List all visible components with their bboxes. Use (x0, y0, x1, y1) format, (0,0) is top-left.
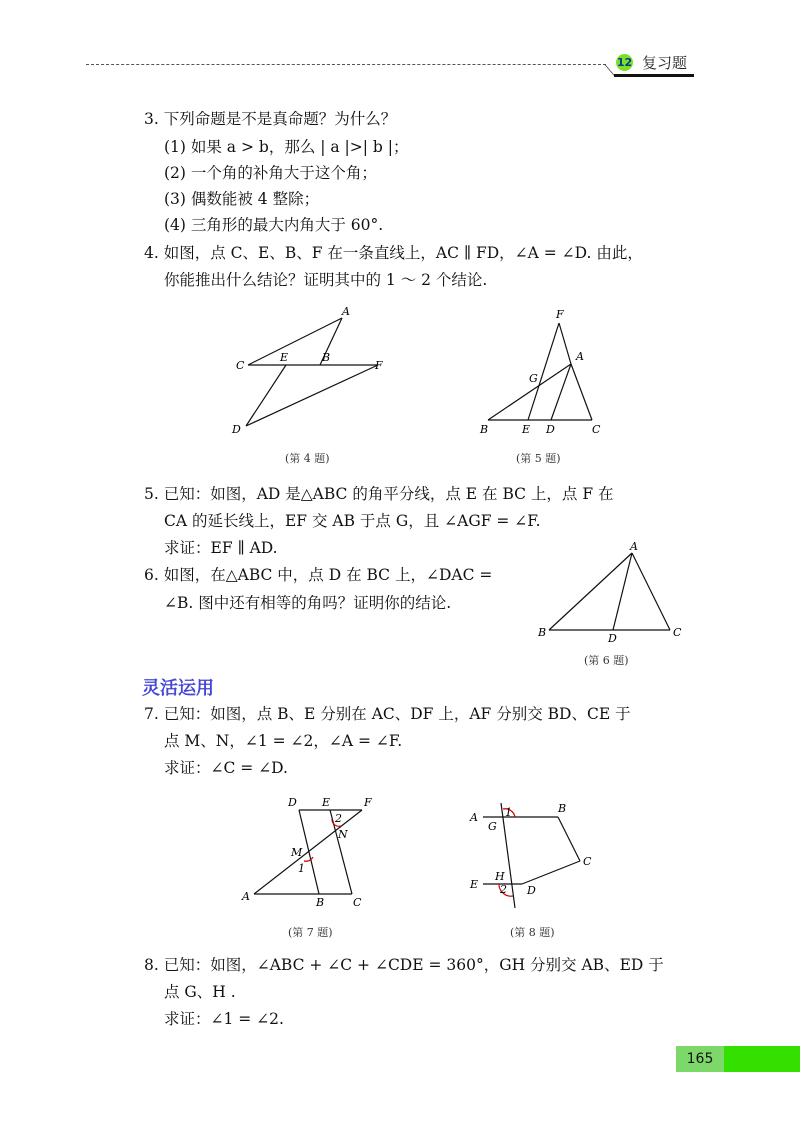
problem-5-line-3: 求证：EF ∥ AD. (164, 539, 278, 557)
fig5-label-D: D (546, 423, 555, 436)
problem-3-item-4: (4) 三角形的最大内角大于 60°. (164, 216, 384, 234)
problem-3-item-1: (1) 如果 a > b，那么 | a |>| b |； (164, 138, 409, 156)
problem-3-item-3: (3) 偶数能被 4 整除； (164, 190, 320, 208)
fig7-label-two: 2 (335, 812, 342, 825)
fig6-label-B: B (538, 626, 547, 639)
fig7-label-M: M (291, 846, 303, 859)
fig4-label-A: A (342, 305, 350, 318)
fig5-label-E: E (522, 423, 531, 436)
fig8-caption: (第 8 题) (510, 926, 555, 939)
page-number-bar (724, 1046, 800, 1072)
problem-4-line-2: 你能推出什么结论？证明其中的 1 ～ 2 个结论. (164, 271, 488, 289)
fig8-label-two: 2 (500, 883, 507, 896)
page-number: 165 (686, 1051, 714, 1067)
fig4-label-C: C (236, 359, 245, 372)
fig8-label-C: C (583, 855, 592, 868)
fig8-label-H: H (495, 870, 505, 883)
fig7-label-B: B (316, 896, 325, 909)
fig5-label-C: C (592, 423, 601, 436)
fig4-label-F: F (375, 359, 383, 372)
section-title: 灵活运用 (142, 678, 214, 699)
fig4-caption: (第 4 题) (285, 452, 330, 465)
problem-3-stem: 3. 下列命题是不是真命题？为什么？ (144, 110, 397, 128)
problem-3-item-2: (2) 一个角的补角大于这个角； (164, 164, 377, 182)
fig8-label-one: 1 (505, 806, 512, 819)
fig8-segment-BC (558, 817, 580, 861)
fig7-label-C: C (353, 896, 362, 909)
problem-4-line-1: 4. 如图，点 C、E、B、F 在一条直线上，AC ∥ FD，∠A = ∠D. 由此， (144, 244, 643, 262)
fig7-label-F: F (364, 796, 372, 809)
fig5-caption: (第 5 题) (516, 452, 561, 465)
fig8-label-B: B (558, 802, 567, 815)
fig7-label-E: E (322, 796, 331, 809)
chapter-title: 复习题 (642, 54, 688, 72)
fig8-label-E: E (470, 878, 479, 891)
fig6-label-C: C (673, 626, 682, 639)
problem-7-line-3: 求证：∠C = ∠D. (164, 759, 288, 777)
problem-5-line-2: CA 的延长线上，EF 交 AB 于点 G，且 ∠AGF = ∠F. (164, 512, 541, 530)
problem-6-line-2: ∠B. 图中还有相等的角吗？证明你的结论. (164, 594, 452, 612)
fig7-label-one: 1 (298, 862, 305, 875)
fig5-label-A: A (576, 350, 584, 363)
problem-5-line-1: 5. 已知：如图，AD 是△ABC 的角平分线，点 E 在 BC 上，点 F 在 (144, 485, 614, 503)
fig8-label-D: D (527, 884, 536, 897)
fig8-label-G: G (488, 820, 497, 833)
chapter-number-badge: 12 (616, 56, 633, 69)
fig5-label-G: G (529, 372, 538, 385)
fig7-caption: (第 7 题) (288, 926, 333, 939)
fig6-label-D: D (608, 632, 617, 645)
problem-6-line-1: 6. 如图，在△ABC 中，点 D 在 BC 上，∠DAC = (144, 566, 493, 584)
fig5-label-B: B (480, 423, 489, 436)
problem-8-line-3: 求证：∠1 = ∠2. (164, 1010, 284, 1028)
problem-7-line-2: 点 M、N，∠1 = ∠2，∠A = ∠F. (164, 732, 403, 750)
fig4-label-E: E (280, 351, 289, 364)
fig8-label-A: A (470, 811, 478, 824)
problem-8-line-2: 点 G、H . (164, 983, 236, 1001)
problem-7-line-1: 7. 已知：如图，点 B、E 分别在 AC、DF 上，AF 分别交 BD、CE 于 (144, 705, 631, 723)
fig6-label-A: A (630, 540, 638, 553)
fig7-label-D: D (288, 796, 297, 809)
fig8-segment-CD (522, 861, 580, 884)
fig7-label-N: N (338, 828, 348, 841)
fig4-label-B: B (322, 351, 331, 364)
fig7-label-A: A (242, 890, 250, 903)
fig6-caption: (第 6 题) (584, 654, 629, 667)
fig5-label-F: F (556, 308, 564, 321)
fig4-label-D: D (232, 423, 241, 436)
problem-8-line-1: 8. 已知：如图，∠ABC + ∠C + ∠CDE = 360°，GH 分别交 AB、ED 于 (144, 956, 664, 974)
